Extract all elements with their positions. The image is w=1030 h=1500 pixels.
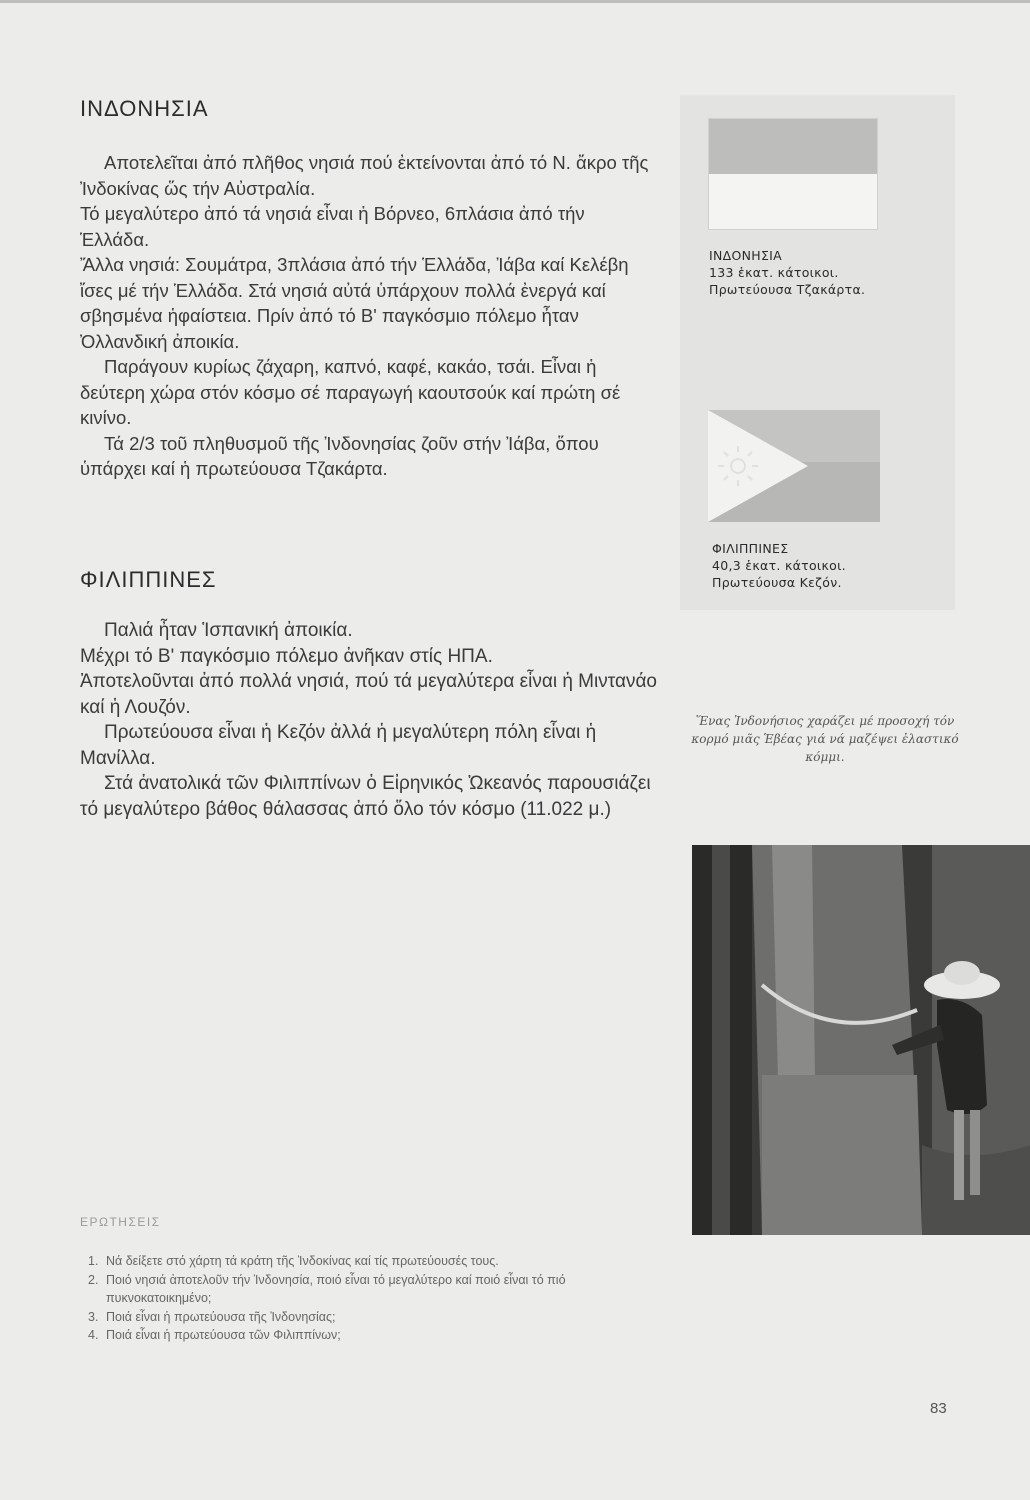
philippines-paragraph: Παλιά ἦταν Ἱσπανική ἀποικία. xyxy=(104,620,353,641)
question-text: Νά δείξετε στό χάρτη τά κράτη τῆς Ἰνδοκίνας καί τίς πρωτεύουσές τους. xyxy=(106,1254,499,1268)
philippines-flag xyxy=(708,410,880,522)
flag-top-stripe xyxy=(709,119,877,174)
worker-leg xyxy=(954,1110,964,1200)
question-number: 4. xyxy=(88,1328,99,1342)
philippines-paragraph: Πρωτεύουσα εἶναι ἡ Κεζόν ἀλλά ἡ μεγαλύτερη πόλη εἶναι ἡ Μανίλλα. xyxy=(80,722,597,769)
philippines-paragraph: Στά ἀνατολικά τῶν Φιλιππίνων ὁ Εἰρηνικός Ὠκεανός παρουσιάζει τό μεγαλύτερο βάθος θάλασσας ἀπό ὅλο τόν κόσμο (11.022 μ.) xyxy=(80,773,651,820)
philippines-text xyxy=(80,618,660,822)
page-number: 83 xyxy=(930,1400,947,1417)
indonesia-paragraph: Τά 2/3 τοῦ πληθυσμοῦ τῆς Ἰνδονησίας ζοῦν στήν Ἰάβα, ὅπου ὑπάρχει καί ἡ πρωτεύουσα Τζακάρτα. xyxy=(80,432,599,479)
top-edge-line xyxy=(0,0,1030,3)
caption-capital: Πρωτεύουσα Τζακάρτα. xyxy=(709,282,866,297)
questions-list xyxy=(88,1252,658,1345)
philippines-heading: ΦΙΛΙΠΠΙΝΕΣ xyxy=(80,567,217,592)
tapped-bark xyxy=(762,1075,922,1235)
caption-country: ΙΝΔΟΝΗΣΙΑ xyxy=(709,248,783,263)
question-item xyxy=(88,1308,658,1327)
question-text: Ποιά εἶναι ἡ πρωτεύουσα τῆς Ἰνδονησίας; xyxy=(106,1309,336,1324)
indonesia-paragraph: Αποτελεῖται ἀπό πλῆθος νησιά πού ἐκτείνονται ἀπό τό Ν. ἄκρο τῆς Ἰνδοκίνας ὥς τήν Αὐστραλία. xyxy=(80,152,649,199)
question-number: 2. xyxy=(88,1272,99,1287)
caption-population: 133 ἑκατ. κάτοικοι. xyxy=(709,265,839,280)
question-number: 3. xyxy=(88,1309,99,1324)
indonesia-flag-caption xyxy=(709,247,865,298)
indonesia-paragraph: Ἄλλα νησιά: Σουμάτρα, 3πλάσια ἀπό τήν Ἑλλάδα, Ἰάβα καί Κελέβη ἴσες μέ τήν Ἑλλάδα. Στά νησιά αὐτά ὑπάρχουν πολλά ἐνεργά καί σβησμένα ἡφαίστεια. Πρίν ἀπό τό Β' παγκόσμιο πόλεμο ἦταν Ὀλλανδική ἀποικία. xyxy=(80,254,629,352)
indonesia-heading: ΙΝΔΟΝΗΣΙΑ xyxy=(80,96,209,121)
question-number: 1. xyxy=(88,1254,99,1268)
caption-country: ΦΙΛΙΠΠΙΝΕΣ xyxy=(712,541,789,556)
rubber-tapping-photo xyxy=(692,845,1030,1235)
questions-title: ΕΡΩΤΗΣΕΙΣ xyxy=(80,1215,161,1229)
photo-caption: Ἕνας Ἰνδονήσιος χαράζει μέ προσοχή τόν κορμό μιᾶς Ἑβέας γιά νά μαζέψει ἐλαστικό κόμμι. xyxy=(691,714,959,764)
caption-population: 40,3 ἑκατ. κάτοικοι. xyxy=(712,558,846,573)
caption-capital: Πρωτεύουσα Κεζόν. xyxy=(712,575,842,590)
philippines-flag-caption xyxy=(712,540,846,591)
indonesia-paragraph: Τό μεγαλύτερο ἀπό τά νησιά εἶναι ἡ Βόρνεο, 6πλάσια ἀπό τήν Ἑλλάδα. xyxy=(80,203,585,250)
philippines-paragraph: Ἀποτελοῦνται ἀπό πολλά νησιά, πού τά μεγαλύτερα εἶναι ἡ Μιντανάο καί ἡ Λουζόν. xyxy=(80,671,657,718)
indonesia-flag xyxy=(708,118,878,230)
indonesia-paragraph: Παράγουν κυρίως ζάχαρη, καπνό, καφέ, κακάο, τσάι. Εἶναι ἡ δεύτερη χώρα στόν κόσμο σέ παραγωγή καουτσούκ καί πρώτη σέ κινίνο. xyxy=(80,356,621,428)
question-item xyxy=(88,1326,658,1345)
question-item xyxy=(88,1252,658,1271)
worker-leg xyxy=(970,1110,980,1195)
question-text: Ποιό νησιά ἀποτελοῦν τήν Ἰνδονησία, ποιό εἶναι τό μεγαλύτερο καί ποιό εἶναι τό πιό πυκνοκατοικημένο; xyxy=(106,1272,566,1305)
question-item xyxy=(88,1271,658,1308)
hat-crown xyxy=(944,961,980,985)
question-text: Ποιά εἶναι ἡ πρωτεύουσα τῶν Φιλιππίνων; xyxy=(106,1328,341,1342)
philippines-paragraph: Μέχρι τό Β' παγκόσμιο πόλεμο ἀνῆκαν στίς ΗΠΑ. xyxy=(80,645,493,667)
flag-bottom-stripe xyxy=(709,174,877,229)
left-tree-highlight xyxy=(712,845,730,1235)
indonesia-text xyxy=(80,150,658,482)
